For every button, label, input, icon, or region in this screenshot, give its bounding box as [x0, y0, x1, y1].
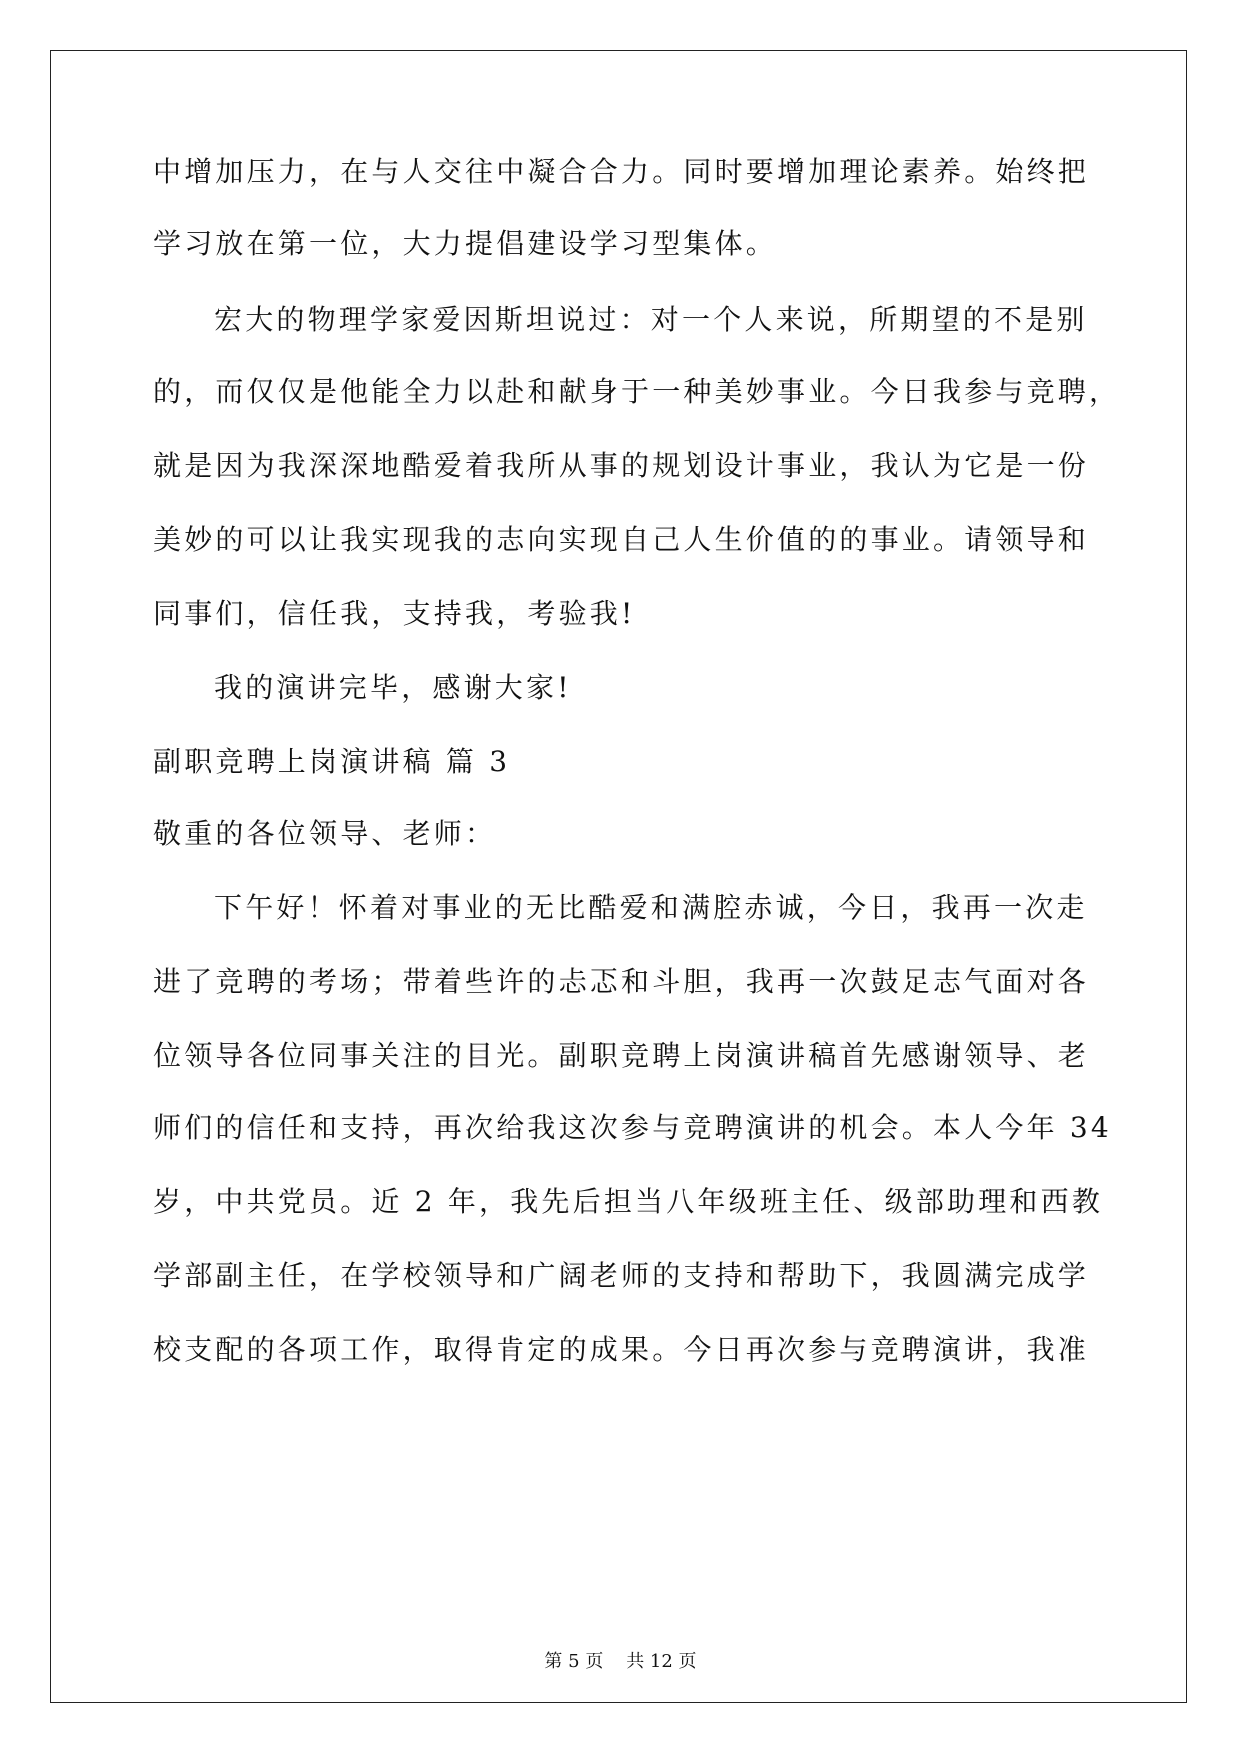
- text-line: 师们的信任和支持，再次给我这次参与竞聘演讲的机会。本人今年 34: [153, 1111, 1112, 1144]
- text-line: 中增加压力，在与人交往中凝合合力。同时要增加理论素养。始终把: [153, 155, 1090, 188]
- text-line: 学部副主任，在学校领导和广阔老师的支持和帮助下，我圆满完成学: [153, 1259, 1090, 1292]
- text-line: 岁，中共党员。近 2 年，我先后担当八年级班主任、级部助理和西教: [153, 1185, 1104, 1218]
- text-line: 位领导各位同事关注的目光。副职竞聘上岗演讲稿首先感谢领导、老: [153, 1039, 1090, 1072]
- page-border: [50, 50, 1187, 1703]
- text-line: 同事们，信任我，支持我，考验我!: [153, 597, 636, 630]
- paragraph-start: 下午好！怀着对事业的无比酷爱和满腔赤诚，今日，我再一次走: [214, 891, 1088, 924]
- text-line: 进了竞聘的考场；带着些许的忐忑和斗胆，我再一次鼓足志气面对各: [153, 965, 1090, 998]
- text-line: 的，而仅仅是他能全力以赴和献身于一种美妙事业。今日我参与竞聘，: [153, 375, 1121, 408]
- closing-remark: 我的演讲完毕，感谢大家!: [214, 671, 572, 704]
- text-line: 学习放在第一位，大力提倡建设学习型集体。: [153, 227, 778, 260]
- paragraph-start: 宏大的物理学家爱因斯坦说过：对一个人来说，所期望的不是别: [214, 303, 1088, 336]
- section-heading: 副职竞聘上岗演讲稿 篇 3: [153, 745, 511, 778]
- text-line: 校支配的各项工作，取得肯定的成果。今日再次参与竞聘演讲，我准: [153, 1333, 1090, 1366]
- salutation: 敬重的各位领导、老师：: [153, 817, 497, 850]
- text-line: 美妙的可以让我实现我的志向实现自己人生价值的的事业。请领导和: [153, 523, 1090, 556]
- text-line: 就是因为我深深地酷爱着我所从事的规划设计事业，我认为它是一份: [153, 449, 1090, 482]
- page-number: 第 5 页 共 12 页: [544, 1651, 697, 1672]
